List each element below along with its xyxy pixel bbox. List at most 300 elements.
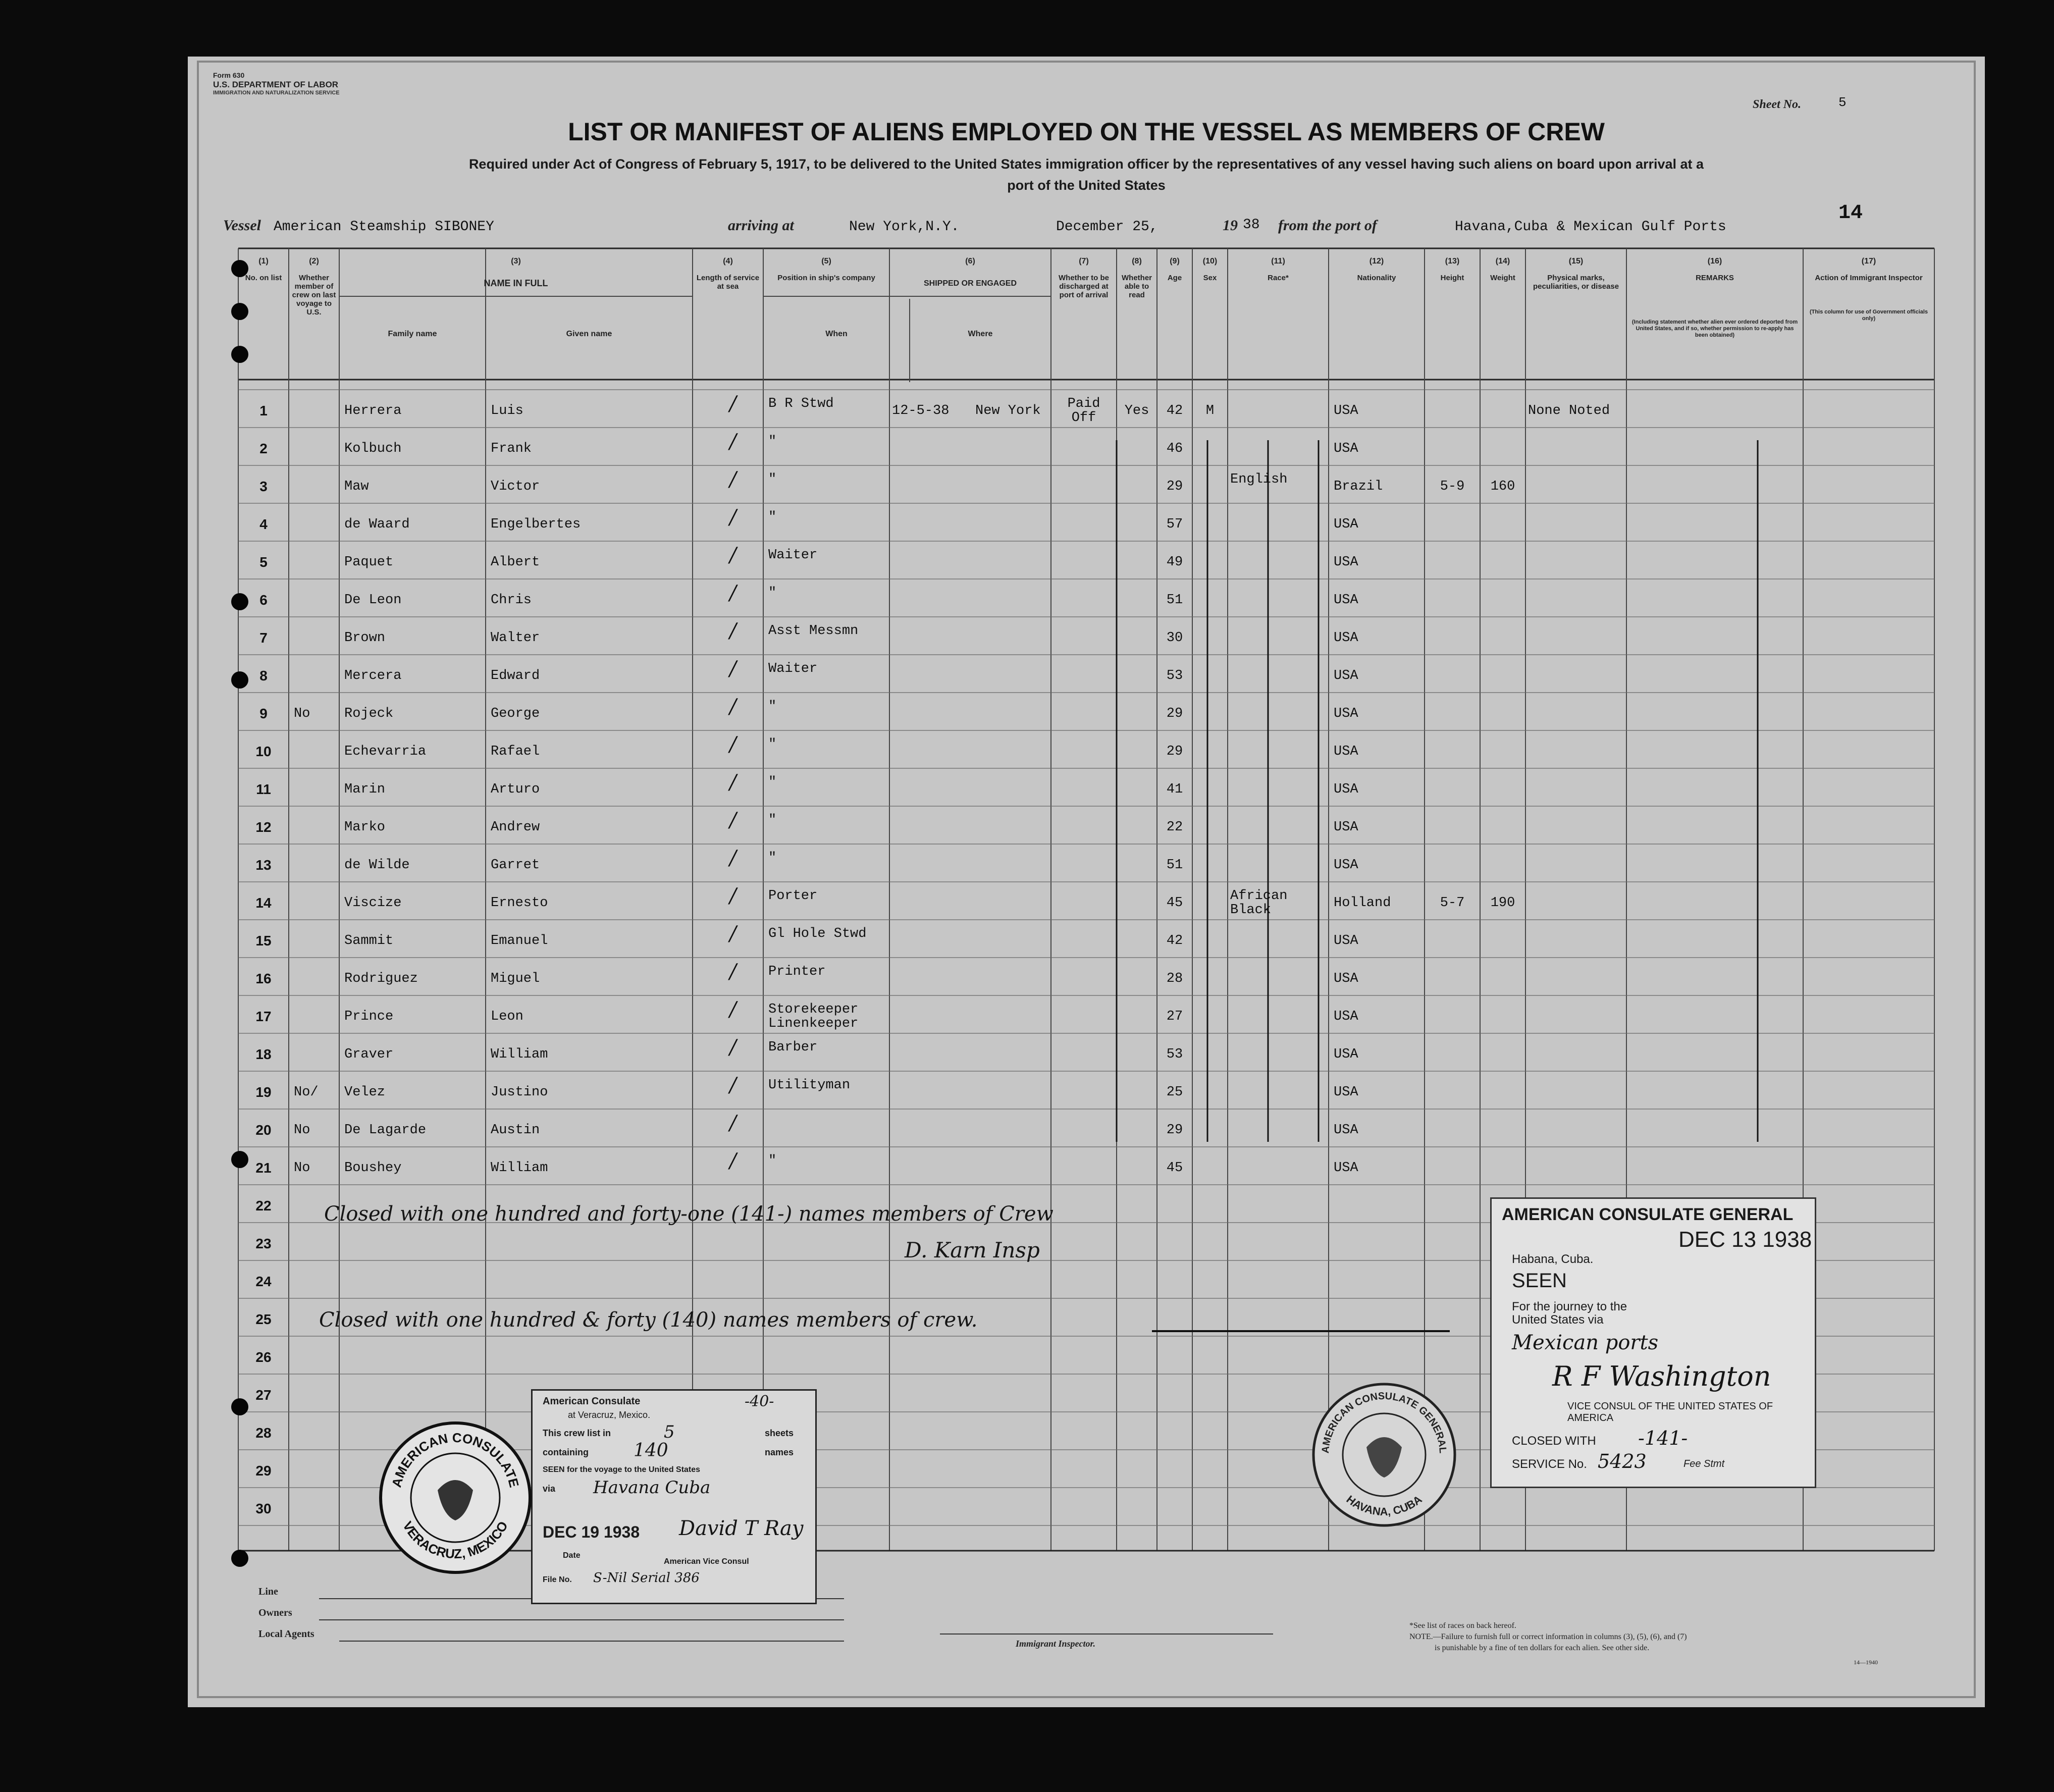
family-name: Brown [344, 630, 386, 646]
column-header-c1: No. on list [245, 274, 282, 282]
given-name: Engelbertes [491, 517, 581, 532]
nationality: USA [1334, 1047, 1358, 1062]
service-mark: / [729, 809, 736, 832]
service-mark: / [729, 657, 736, 680]
binder-hole [231, 1151, 248, 1168]
year-suffix: 38 [1243, 217, 1260, 233]
page-title: LIST OR MANIFEST OF ALIENS EMPLOYED ON THE VESSEL AS MEMBERS OF CREW [568, 118, 1605, 146]
date-label: Date [563, 1551, 581, 1560]
nationality: USA [1334, 1161, 1358, 1176]
row-number: 11 [256, 781, 271, 797]
service-mark: / [729, 733, 736, 756]
age: 29 [1166, 1123, 1183, 1138]
age: 45 [1166, 1161, 1183, 1176]
column-number-c14: (14) [1495, 257, 1510, 266]
given-name: William [491, 1047, 548, 1062]
form-code: 14—1940 [1854, 1659, 1878, 1666]
from-port: Havana,Cuba & Mexican Gulf Ports [1455, 219, 1726, 235]
able-to-read: Yes [1124, 403, 1149, 418]
footer-owners-label: Owners [258, 1607, 292, 1618]
nationality: USA [1334, 858, 1358, 873]
table-row [188, 428, 1985, 465]
column-header-given-name: Given name [566, 330, 612, 338]
nationality: USA [1334, 668, 1358, 683]
position: Porter [768, 888, 818, 904]
position: " [768, 510, 777, 525]
row-number: 16 [255, 971, 272, 986]
position: Printer [768, 964, 826, 979]
binder-hole [231, 593, 248, 610]
row-number: 22 [255, 1198, 272, 1214]
row-number: 15 [255, 933, 272, 948]
table-row [188, 390, 1985, 428]
column-header-c4: Length of service at sea [696, 274, 760, 291]
table-row [188, 693, 1985, 730]
arriving-port: New York,N.Y. [849, 219, 960, 235]
table-row [188, 730, 1985, 768]
given-name: Albert [491, 555, 540, 570]
shipped-when: 12-5-38 [892, 403, 950, 418]
immigrant-inspector-label: Immigrant Inspector. [1016, 1639, 1096, 1649]
nationality: USA [1334, 517, 1358, 532]
service-mark: / [729, 506, 736, 529]
family-name: Paquet [344, 555, 394, 570]
year-prefix: 19 [1223, 217, 1238, 234]
position: " [768, 775, 777, 790]
havana-stamp-title: AMERICAN CONSULATE GENERAL [1502, 1205, 1794, 1224]
nationality: USA [1334, 1085, 1358, 1100]
table-row [188, 579, 1985, 617]
physical-marks: None Noted [1528, 403, 1610, 418]
position: Waiter [768, 661, 818, 676]
column-header-c9: Age [1167, 274, 1182, 282]
binder-hole [231, 1398, 248, 1415]
position: " [768, 1153, 777, 1169]
veracruz-consulate-number: -40- [745, 1393, 774, 1410]
given-name: Rafael [491, 744, 540, 759]
footer-local-agents-label: Local Agents [258, 1628, 314, 1640]
column-header-c5: Position in ship's company [777, 274, 875, 282]
column-number-c10: (10) [1202, 257, 1218, 266]
column-number-c2: (2) [309, 257, 319, 266]
given-name: Edward [491, 668, 540, 683]
family-name: Echevarria [344, 744, 427, 759]
column-number-c1: (1) [258, 257, 269, 266]
given-name: Luis [491, 403, 523, 418]
age: 53 [1166, 1047, 1183, 1062]
age: 30 [1166, 630, 1183, 646]
file-no-value: S-Nil Serial 386 [593, 1570, 700, 1586]
column-header-c2: Whether member of crew on last voyage to U.S. [292, 274, 336, 317]
column-header-c10: Sex [1203, 274, 1217, 282]
row-number: 3 [259, 479, 268, 494]
veracruz-location: at Veracruz, Mexico. [568, 1410, 651, 1420]
age: 42 [1166, 933, 1183, 948]
column-header-c11: Race* [1268, 274, 1289, 282]
row-number: 12 [255, 819, 272, 835]
via-label: via [543, 1484, 556, 1494]
column-header-c12: Nationality [1357, 274, 1396, 282]
nationality: USA [1334, 630, 1358, 646]
position: Gl Hole Stwd [768, 926, 867, 941]
table-row [188, 1109, 1985, 1147]
nationality: USA [1334, 441, 1358, 456]
position: B R Stwd [768, 396, 834, 411]
column-header-when: When [825, 330, 848, 338]
row-number: 7 [259, 630, 268, 646]
havana-stamp-via: Mexican ports [1512, 1331, 1659, 1354]
age: 51 [1166, 858, 1183, 873]
containing-label: containing [543, 1447, 589, 1457]
column-header-c13: Height [1440, 274, 1464, 282]
file-no-label: File No. [543, 1575, 572, 1584]
age: 51 [1166, 593, 1183, 608]
row-number: 1 [259, 403, 268, 418]
service-mark: / [729, 544, 736, 567]
row-number: 8 [259, 668, 268, 683]
subtitle-line-1: Required under Act of Congress of February 5, 1917, to be delivered to the United States immigration officer by the representatives of any vessel having such aliens on board upon arrival at a [468, 156, 1704, 172]
age: 22 [1166, 820, 1183, 835]
veracruz-seal-bottom-text: VERACRUZ, MEXICO [400, 1518, 511, 1562]
service-mark: / [729, 1112, 736, 1135]
given-name: George [491, 706, 540, 721]
position: Waiter [768, 548, 818, 563]
service-no-label: SERVICE No. [1512, 1457, 1587, 1471]
column-number-c17: (17) [1861, 257, 1876, 266]
manifest-sheet [188, 57, 1985, 1707]
binder-hole [231, 671, 248, 689]
last-voyage: No [294, 1123, 310, 1138]
arrival-date: December 25, [1056, 219, 1158, 235]
weight: 160 [1490, 479, 1515, 494]
remarks-note: (Including statement whether alien ever ordered deported from United States, and if so, whether permission to re-apply has been obtained) [1631, 319, 1798, 338]
names-suffix: names [765, 1447, 794, 1457]
service-mark: / [729, 884, 736, 908]
position: " [768, 699, 777, 714]
last-voyage: No [294, 706, 310, 721]
havana-stamp-date: DEC 13 1938 [1678, 1227, 1812, 1252]
table-row [188, 655, 1985, 693]
position: Utilityman [768, 1078, 851, 1093]
row-number: 21 [255, 1160, 272, 1176]
height: 5-7 [1440, 895, 1465, 911]
column-header-c17: Action of Immigrant Inspector [1815, 274, 1923, 282]
binder-hole [231, 1550, 248, 1567]
nationality: USA [1334, 782, 1358, 797]
nationality: USA [1334, 744, 1358, 759]
column-header-family-name: Family name [388, 330, 437, 338]
family-name: Sammit [344, 933, 394, 948]
penalty-note-2: is punishable by a fine of ten dollars for each alien. See other side. [1435, 1644, 1650, 1652]
closed-with-label: CLOSED WITH [1512, 1434, 1596, 1448]
age: 29 [1166, 479, 1183, 494]
family-name: Boushey [344, 1161, 402, 1176]
race: African Black [1230, 888, 1288, 918]
age: 49 [1166, 555, 1183, 570]
veracruz-date: DEC 19 1938 [543, 1523, 640, 1541]
given-name: Emanuel [491, 933, 548, 948]
department-label: U.S. DEPARTMENT OF LABOR [213, 80, 339, 89]
column-number-c7: (7) [1079, 257, 1089, 266]
family-name: Herrera [344, 403, 402, 418]
row-number: 26 [255, 1349, 272, 1365]
from-port-label: from the port of [1278, 217, 1377, 234]
page-number: 14 [1838, 202, 1863, 225]
shipped-where: New York [975, 403, 1041, 418]
age: 29 [1166, 706, 1183, 721]
given-name: Justino [491, 1085, 548, 1100]
column-header-c15: Physical marks, peculiarities, or disease [1533, 274, 1619, 291]
column-header-c7: Whether to be discharged at port of arrival [1059, 274, 1109, 299]
havana-stamp-journey: For the journey to the [1512, 1300, 1627, 1313]
table-row [188, 768, 1985, 806]
nationality: USA [1334, 555, 1358, 570]
row-number: 24 [255, 1274, 272, 1289]
vice-consul-signature: David T Ray [679, 1517, 804, 1540]
sheet-no-value: 5 [1838, 95, 1847, 110]
family-name: De Leon [344, 593, 402, 608]
nationality: USA [1334, 933, 1358, 948]
given-name: Garret [491, 858, 540, 873]
nationality: USA [1334, 820, 1358, 835]
row-number: 4 [259, 516, 268, 532]
given-name: Chris [491, 593, 532, 608]
nationality: USA [1334, 593, 1358, 608]
given-name: Leon [491, 1009, 523, 1024]
havana-seal-bottom-text: HAVANA, CUBA [1344, 1493, 1425, 1518]
position: " [768, 737, 777, 752]
nationality: USA [1334, 1123, 1358, 1138]
row-number: 25 [255, 1311, 272, 1327]
closed-note-141: Closed with one hundred and forty-one (141-) names members of Crew [324, 1202, 1054, 1226]
weight: 190 [1490, 895, 1515, 911]
position: Storekeeper Linenkeeper [768, 1002, 859, 1031]
given-name: Austin [491, 1123, 540, 1138]
row-number: 13 [255, 857, 272, 873]
position: " [768, 472, 777, 487]
position: " [768, 586, 777, 601]
crew-list-sheets-label: This crew list in [543, 1428, 611, 1438]
given-name: Miguel [491, 971, 540, 986]
nationality: USA [1334, 1009, 1358, 1024]
family-name: Kolbuch [344, 441, 402, 456]
table-row [188, 920, 1985, 958]
table-row [188, 503, 1985, 541]
age: 57 [1166, 517, 1183, 532]
veracruz-consulate-box [531, 1389, 817, 1604]
penalty-note: NOTE.—Failure to furnish full or correct information in columns (3), (5), (6), and (7) [1409, 1632, 1687, 1641]
position: " [768, 851, 777, 866]
havana-stamp-city: Habana, Cuba. [1512, 1252, 1594, 1266]
height: 5-9 [1440, 479, 1465, 494]
havana-stamp-officer: VICE CONSUL OF THE UNITED STATES OF AMERICA [1567, 1401, 1773, 1424]
table-row [188, 806, 1985, 844]
column-number-c6: (6) [965, 257, 975, 266]
binder-hole [231, 346, 248, 363]
family-name: Prince [344, 1009, 394, 1024]
given-name: Andrew [491, 820, 540, 835]
veracruz-seal-top-text: AMERICAN CONSULATE [389, 1430, 522, 1489]
family-name: Marko [344, 820, 386, 835]
age: 28 [1166, 971, 1183, 986]
family-name: Rodriguez [344, 971, 418, 986]
column-header-where: Where [968, 330, 993, 338]
family-name: de Waard [344, 517, 410, 532]
havana-seal-top-text: AMERICAN CONSULATE GENERAL [1320, 1390, 1449, 1454]
table-row [188, 995, 1985, 1033]
nationality: USA [1334, 403, 1358, 418]
row-number: 18 [255, 1046, 272, 1062]
service-mark: / [729, 582, 736, 605]
discharged: Paid Off [1067, 396, 1100, 426]
sheets-suffix: sheets [765, 1428, 794, 1438]
havana-consulate-seal [1311, 1382, 1457, 1528]
fee-label: Fee Stmt [1683, 1458, 1725, 1469]
nationality: Brazil [1334, 479, 1383, 494]
veracruz-consulate-label: American Consulate [543, 1396, 641, 1407]
column-header-name: NAME IN FULL [484, 278, 548, 288]
table-row [188, 617, 1985, 655]
row-number: 5 [259, 554, 268, 570]
column-header-c16: REMARKS [1696, 274, 1734, 282]
service-mark: / [729, 960, 736, 983]
service-mark: / [729, 922, 736, 945]
age: 41 [1166, 782, 1183, 797]
table-row [188, 465, 1985, 503]
footer-line-label: Line [258, 1586, 278, 1597]
given-name: Arturo [491, 782, 540, 797]
service-mark: / [729, 1074, 736, 1097]
subtitle-line-2: port of the United States [1007, 178, 1166, 193]
given-name: William [491, 1161, 548, 1176]
column-number-c8: (8) [1132, 257, 1142, 266]
age: 53 [1166, 668, 1183, 683]
column-number-c11: (11) [1271, 257, 1285, 266]
row-number: 14 [255, 895, 272, 911]
column-header-c8: Whether able to read [1122, 274, 1152, 299]
closed-with-value: -141- [1638, 1427, 1688, 1449]
column-header-c14: Weight [1490, 274, 1515, 282]
family-name: Maw [344, 479, 369, 494]
service-mark: / [729, 998, 736, 1021]
row-number: 28 [255, 1425, 272, 1441]
age: 25 [1166, 1085, 1183, 1100]
column-number-c12: (12) [1369, 257, 1384, 266]
position: Barber [768, 1040, 818, 1055]
row-number: 2 [259, 441, 268, 456]
havana-vice-consul-signature: R F Washington [1552, 1360, 1771, 1392]
veracruz-consulate-seal [377, 1419, 534, 1576]
row-number: 20 [255, 1122, 272, 1138]
family-name: De Lagarde [344, 1123, 427, 1138]
via-value: Havana Cuba [593, 1478, 711, 1498]
column-number-c9: (9) [1170, 257, 1180, 266]
age: 45 [1166, 895, 1183, 911]
table-row [188, 541, 1985, 579]
row-number: 23 [255, 1236, 272, 1251]
age: 27 [1166, 1009, 1183, 1024]
family-name: Velez [344, 1085, 386, 1100]
position: " [768, 813, 777, 828]
nationality: USA [1334, 706, 1358, 721]
vessel-label: Vessel [223, 217, 261, 234]
nationality: USA [1334, 971, 1358, 986]
column-number-c4: (4) [723, 257, 733, 266]
family-name: Graver [344, 1047, 394, 1062]
row-number: 10 [255, 744, 272, 759]
age: 46 [1166, 441, 1183, 456]
containing-value: 140 [634, 1440, 668, 1461]
column-header-shipped: SHIPPED OR ENGAGED [923, 279, 1017, 288]
service-mark: / [729, 695, 736, 718]
column-number-c5: (5) [821, 257, 831, 266]
column-number-c16: (16) [1707, 257, 1722, 266]
sheet-no-label: Sheet No. [1753, 98, 1801, 111]
table-row [188, 1147, 1985, 1185]
row-number: 19 [255, 1084, 272, 1100]
table-row [188, 844, 1985, 882]
row-number: 6 [259, 592, 268, 608]
given-name: Victor [491, 479, 540, 494]
column-number-c13: (13) [1445, 257, 1460, 266]
row-number: 27 [255, 1387, 272, 1403]
binder-hole [231, 303, 248, 320]
row-number: 29 [255, 1463, 272, 1479]
race-note: *See list of races on back hereof. [1409, 1621, 1516, 1630]
service-mark: / [729, 847, 736, 870]
crew-list-sheets-value: 5 [664, 1422, 675, 1442]
service-mark: / [729, 430, 736, 453]
last-voyage: No [294, 1161, 310, 1176]
family-name: Marin [344, 782, 386, 797]
column-number-c3: (3) [511, 257, 521, 266]
closed-note-140: Closed with one hundred & forty (140) names members of crew. [319, 1308, 978, 1332]
table-row [188, 882, 1985, 920]
column-number-c15: (15) [1568, 257, 1584, 266]
family-name: Mercera [344, 668, 402, 683]
race: English [1230, 472, 1288, 487]
table-row [188, 1033, 1985, 1071]
position: Asst Messmn [768, 623, 859, 639]
position: " [768, 434, 777, 449]
table-row [188, 958, 1985, 995]
sex: M [1205, 403, 1215, 418]
vessel-name: American Steamship SIBONEY [274, 219, 494, 235]
family-name: Viscize [344, 895, 402, 911]
service-mark: / [729, 1036, 736, 1059]
inspector-column-note: (This column for use of Government officials only) [1809, 309, 1928, 322]
given-name: Walter [491, 630, 540, 646]
row-number: 17 [255, 1009, 272, 1024]
row-number: 9 [259, 706, 268, 721]
given-name: Frank [491, 441, 532, 456]
binder-hole [231, 260, 248, 277]
family-name: de Wilde [344, 858, 410, 873]
inspector-signature: D. Karn Insp [905, 1238, 1040, 1262]
havana-consulate-stamp [1490, 1197, 1816, 1488]
service-mark: / [729, 392, 736, 415]
havana-stamp-seen: SEEN [1512, 1270, 1567, 1292]
service-mark: / [729, 468, 736, 491]
seen-for-voyage: SEEN for the voyage to the United States [543, 1465, 701, 1474]
last-voyage: No/ [294, 1085, 319, 1100]
given-name: Ernesto [491, 895, 548, 911]
service-mark: / [729, 1149, 736, 1173]
table-row [188, 1071, 1985, 1109]
nationality: Holland [1334, 895, 1391, 911]
havana-stamp-country: United States via [1512, 1313, 1604, 1327]
vice-consul-title: American Vice Consul [664, 1557, 749, 1566]
